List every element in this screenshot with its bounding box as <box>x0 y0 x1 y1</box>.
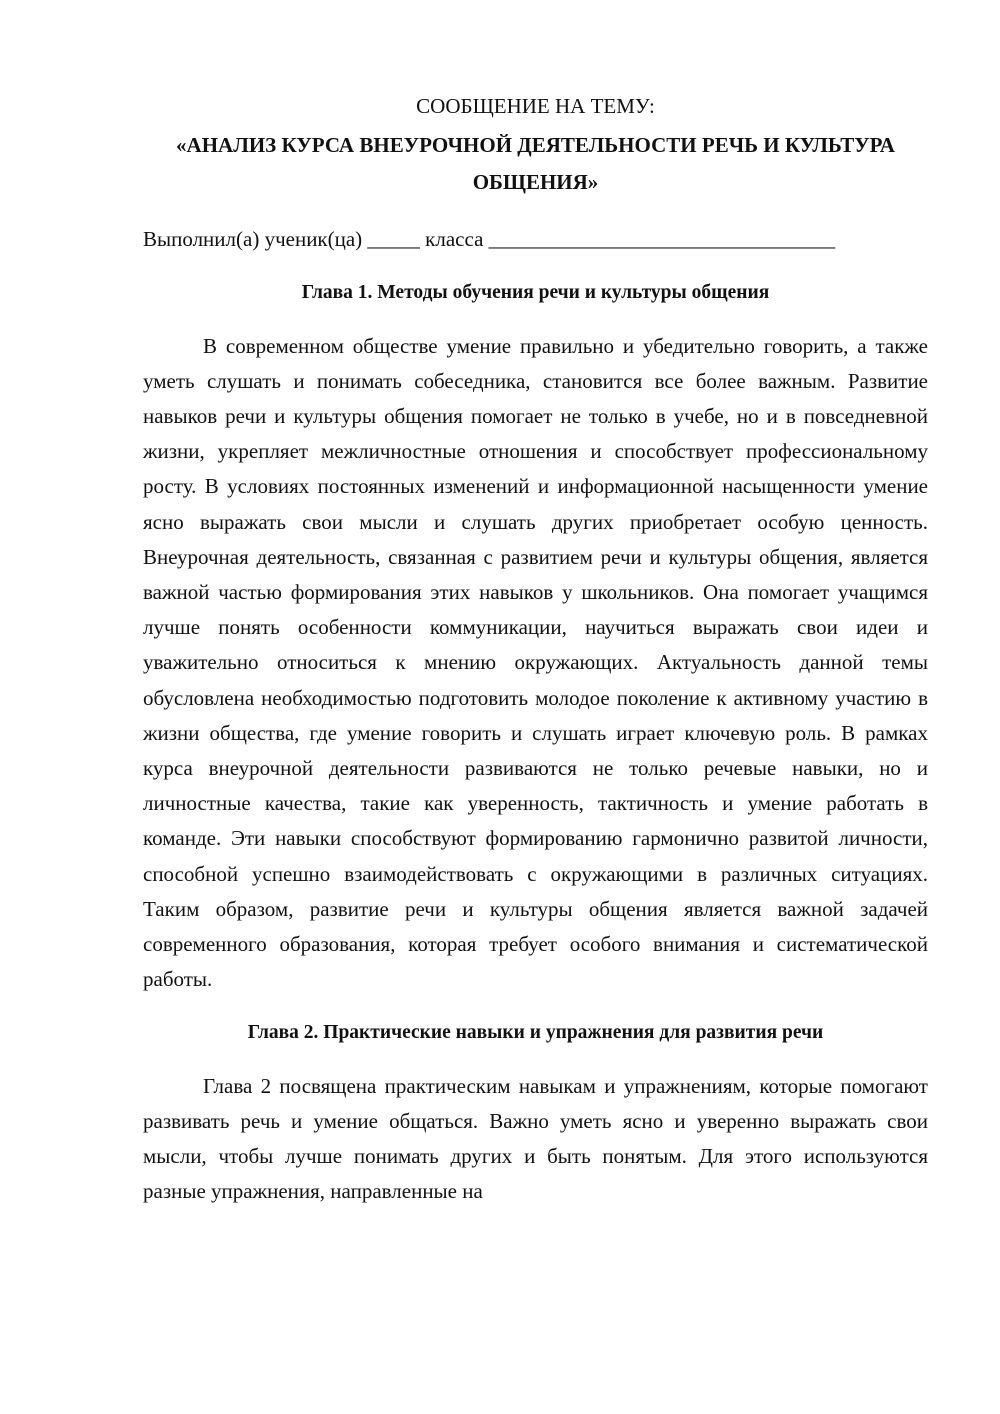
chapter-1 <box>143 277 928 997</box>
topic-label: СООБЩЕНИЕ НА ТЕМУ: <box>416 94 655 118</box>
chapter-2 <box>143 1017 928 1209</box>
document-title: «АНАЛИЗ КУРСА ВНЕУРОЧНОЙ ДЕЯТЕЛЬНОСТИ РЕЧЬ И КУЛЬТУРА ОБЩЕНИЯ» <box>176 133 895 194</box>
chapter-1-paragraph: В современном обществе умение правильно и убедительно говорить, а также уметь слушать и понимать собеседника, становится все более важным. Развитие навыков речи и культуры общения помогает не только в учебе, но и в повседневной жизни, укрепляет межличностные отношения и способствует профессиональному росту. В условиях постоянных изменений и информационной насыщенности умение ясно выражать свои мысли и слушать других приобретает особую ценность. Внеурочная деятельность, связанная с развитием речи и культуры общения, является важной частью формирования этих навыков у школьников. Она помогает учащимся лучше понять особенности коммуникации, научиться выражать свои идеи и уважительно относиться к мнению окружающих. Актуальность данной темы обусловлена необходимостью подготовить молодое поколение к активному участию в жизни общества, где умение говорить и слушать играет ключевую роль. В рамках курса внеурочной деятельности развиваются не только речевые навыки, но и личностные качества, такие как уверенность, тактичность и умение работать в команде. Эти навыки способствуют формированию гармонично развитой личности, способной успешно взаимодействовать с окружающими в различных ситуациях. Таким образом, развитие речи и культуры общения является важной задачей современного образования, которая требует особого внимания и систематической работы. <box>143 333 928 992</box>
chapter-2-title: Глава 2. Практические навыки и упражнения для развития речи <box>247 1022 824 1044</box>
chapter-1-title: Глава 1. Методы обучения речи и культуры общения <box>301 282 770 303</box>
author-line: Выполнил(а) ученик(ца) _____ класса _________________________________ <box>143 227 836 251</box>
chapter-2-paragraph: Глава 2 посвящена практическим навыкам и упражнениям, которые помогают развивать речь и умение общаться. Важно уметь ясно и уверенно выражать свои мысли, чтобы лучше понимать других и быть понятым. Для этого используются разные упражнения, направленные на <box>143 1073 928 1204</box>
document-page <box>143 88 928 1210</box>
